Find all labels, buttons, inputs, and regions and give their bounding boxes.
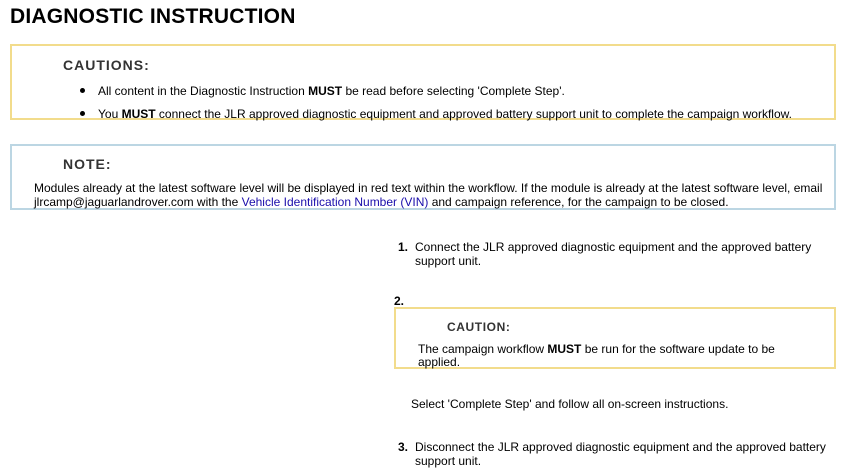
- cautions-list: [78, 84, 792, 130]
- bullet-icon: [80, 88, 85, 93]
- step2-caution-box: [394, 307, 836, 369]
- step2-caution-text: The campaign workflow MUST be run for the software update to be applied.: [418, 342, 775, 369]
- cautions-heading: CAUTIONS:: [63, 57, 150, 73]
- cautions-box: [10, 44, 836, 120]
- step-text: Disconnect the JLR approved diagnostic equipment and the approved battery support unit.: [415, 440, 826, 468]
- note-heading: NOTE:: [63, 156, 112, 172]
- bullet-icon: [80, 111, 85, 116]
- step-number: 1.: [398, 240, 409, 254]
- step-number: 2.: [394, 294, 405, 308]
- note-text: Modules already at the latest software level will be displayed in red text within the workflow. If the module is already at the latest software level, email jlrcamp@jaguarlandrover.com with the Vehicle Identification Number (VIN) and campaign reference, for the campaign to be closed.: [34, 181, 823, 209]
- vin-link[interactable]: Vehicle Identification Number (VIN): [241, 195, 429, 209]
- note-box: [10, 144, 836, 210]
- step2-caution-heading: CAUTION:: [447, 320, 511, 334]
- caution-item: All content in the Diagnostic Instruction MUST be read before selecting 'Complete Step'.: [78, 84, 792, 107]
- step2-instruction: Select 'Complete Step' and follow all on-screen instructions.: [411, 397, 729, 411]
- caution-item: You MUST connect the JLR approved diagnostic equipment and approved battery support unit to complete the campaign workflow.: [78, 107, 792, 130]
- step-text: Connect the JLR approved diagnostic equipment and the approved battery support unit.: [415, 240, 812, 268]
- step-number: 3.: [398, 440, 409, 454]
- page-title: DIAGNOSTIC INSTRUCTION: [10, 5, 296, 28]
